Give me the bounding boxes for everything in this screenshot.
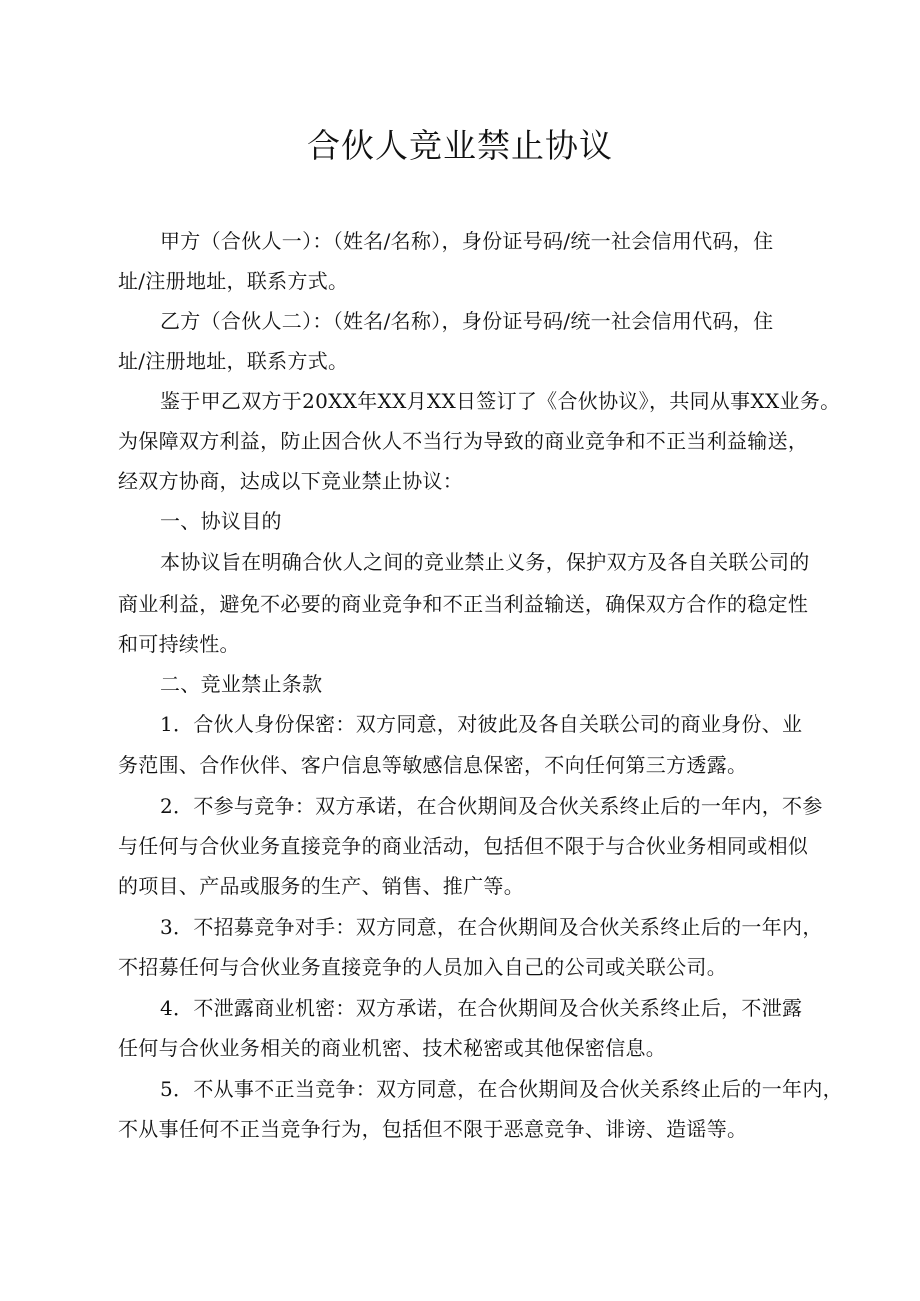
party-a-line-2: 址/注册地址，联系方式。 [118,269,349,293]
preamble-line-2: 为保障双方利益，防止因合伙人不当行为导致的商业竞争和不正当利益输送， [118,429,809,453]
clause-5-line-1: 5．不从事不正当竞争：双方同意，在合伙期间及合伙关系终止后的一年内， [160,1077,843,1101]
document-title: 合伙人竞业禁止协议 [307,126,613,165]
purpose-line-3: 和可持续性。 [118,632,240,656]
clause-3-line-1: 3．不招募竞争对手：双方同意，在合伙期间及合伙关系终止后的一年内， [160,915,823,939]
section-heading-1: 一、协议目的 [160,509,282,533]
clause-2-line-1: 2．不参与竞争：双方承诺，在合伙期间及合伙关系终止后的一年内，不参 [160,794,823,818]
preamble-line-3: 经双方协商，达成以下竞业禁止协议： [118,469,464,493]
party-b-line-2: 址/注册地址，联系方式。 [118,349,349,373]
clause-1-line-2: 务范围、合作伙伴、客户信息等敏感信息保密，不向任何第三方透露。 [118,753,748,777]
clause-5-line-2: 不从事任何不正当竞争行为，包括但不限于恶意竞争、诽谤、造谣等。 [118,1117,748,1141]
clause-4-line-1: 4．不泄露商业机密：双方承诺，在合伙期间及合伙关系终止后，不泄露 [160,996,803,1020]
section-heading-2: 二、竞业禁止条款 [160,672,323,696]
clause-2-line-3: 的项目、产品或服务的生产、销售、推广等。 [118,874,524,898]
clause-3-line-2: 不招募任何与合伙业务直接竞争的人员加入自己的公司或关联公司。 [118,955,727,979]
purpose-line-1: 本协议旨在明确合伙人之间的竞业禁止义务，保护双方及各自关联公司的 [160,550,810,574]
clause-4-line-2: 任何与合伙业务相关的商业机密、技术秘密或其他保密信息。 [118,1036,667,1060]
purpose-line-2: 商业利益，避免不必要的商业竞争和不正当利益输送，确保双方合作的稳定性 [118,592,809,616]
preamble-line-1: 鉴于甲乙双方于20XX年XX月XX日签订了《合伙协议》，共同从事XX业务。 [160,389,841,413]
clause-1-line-1: 1．合伙人身份保密：双方同意，对彼此及各自关联公司的商业身份、业 [160,712,803,736]
clause-2-line-2: 与任何与合伙业务直接竞争的商业活动，包括但不限于与合伙业务相同或相似 [118,834,809,858]
party-b-line-1: 乙方（合伙人二）：（姓名/名称），身份证号码/统一社会信用代码，住 [160,309,774,333]
party-a-line-1: 甲方（合伙人一）：（姓名/名称），身份证号码/统一社会信用代码，住 [160,229,774,253]
